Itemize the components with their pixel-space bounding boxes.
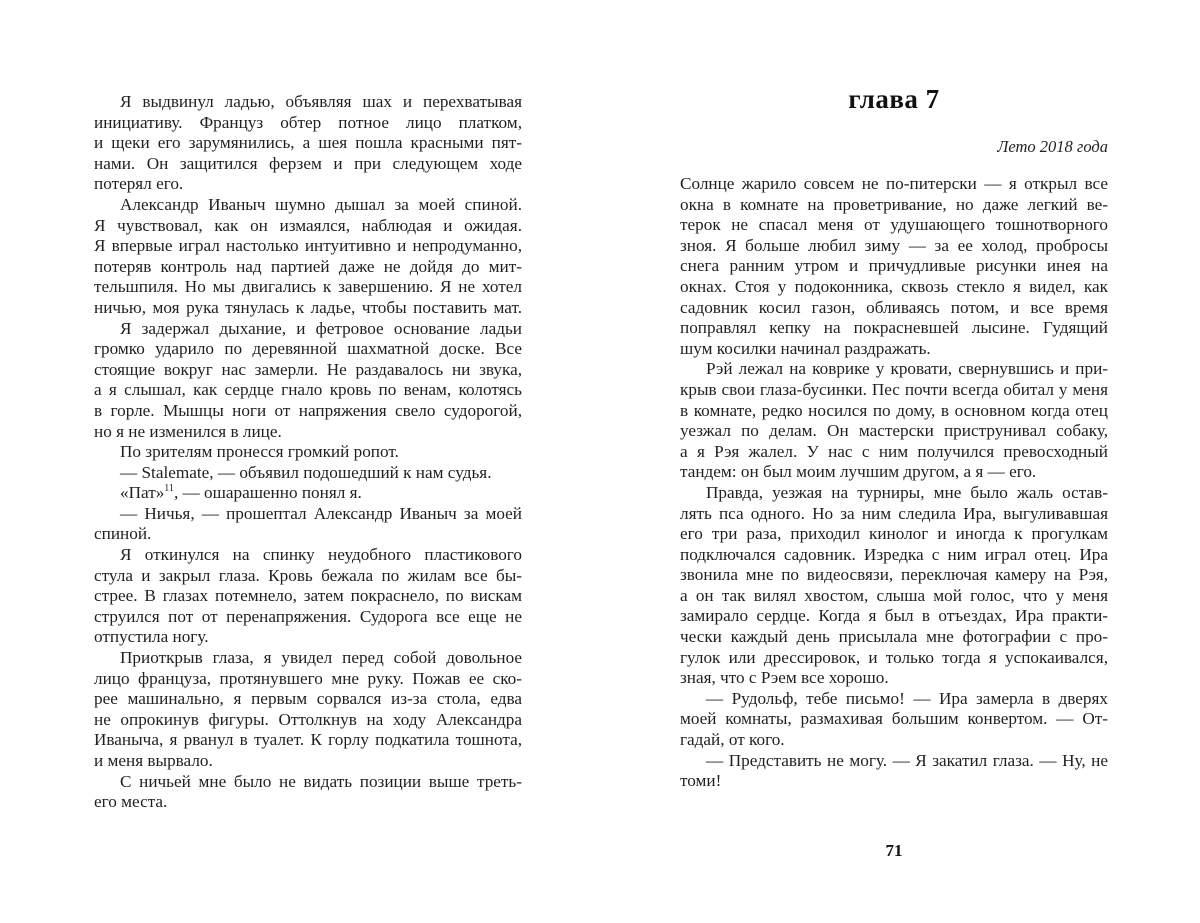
footnote-marker[interactable]: 11 — [164, 483, 174, 495]
text-line — [680, 442, 1108, 463]
text-line — [94, 154, 522, 175]
text-line-content: снега ранним утром и причудливые рисунки инея на — [680, 256, 1108, 276]
text-line — [680, 668, 1108, 689]
text-line-content: С ничьей мне было не видать позиции выше треть- — [120, 771, 522, 791]
text-line — [680, 421, 1108, 442]
text-line-content: его три раза, приходил кинолог и иногда к прогулкам — [680, 524, 1108, 544]
text-line — [94, 648, 522, 669]
text-line-content: рее машинально, я первым сорвался из-за стола, едва — [94, 689, 522, 709]
text-line-content: потерял его. — [94, 174, 184, 194]
text-line — [94, 772, 522, 793]
text-line — [94, 298, 522, 319]
text-line-content: стула и закрыл глаза. Кровь бежала по жилам все бы- — [94, 565, 522, 585]
text-line — [94, 339, 522, 360]
text-line-content: зноя. Я больше любил зиму — за ее холод, пробросы — [680, 235, 1108, 255]
text-line-content: и щеки его зарумянились, а шея пошла красными пят- — [94, 133, 522, 153]
text-line-content: — Представить не могу. — Я закатил глаза. — Ну, не — [706, 750, 1108, 770]
text-line — [94, 277, 522, 298]
text-line — [680, 730, 1108, 751]
text-line — [680, 339, 1108, 360]
text-line — [94, 463, 522, 484]
text-line — [680, 545, 1108, 566]
text-line — [94, 113, 522, 134]
text-line — [94, 92, 522, 113]
text-line-content: окнах. Стоя у подоконника, сквозь стекло я видел, как — [680, 276, 1108, 296]
text-line-content: но я не изменился в лице. — [94, 421, 282, 441]
text-line-content: шум косилки начинал раздражать. — [680, 338, 931, 358]
text-line-content: Солнце жарило совсем не по-питерски — я открыл все — [680, 174, 1108, 193]
text-line — [94, 174, 522, 195]
text-line-content: Правда, уезжая на турниры, мне было жаль остав- — [706, 482, 1108, 502]
text-line — [94, 607, 522, 628]
text-line-tail: , — ошарашенно понял я. — [173, 483, 362, 503]
text-line — [680, 298, 1108, 319]
text-line-content: нами. Он защитился ферзем и при следующем ходе — [94, 153, 522, 173]
text-line-content: инициативу. Француз обтер потное лицо платком, — [94, 112, 522, 132]
text-line — [94, 401, 522, 422]
text-line — [94, 730, 522, 751]
right-page-body-text — [680, 174, 1108, 792]
text-line — [680, 771, 1108, 792]
text-line — [680, 627, 1108, 648]
text-line — [680, 586, 1108, 607]
text-line — [94, 195, 522, 216]
text-line-content: поправлял кепку на покрасневшей лысине. Гудящий — [680, 318, 1108, 338]
text-line — [680, 256, 1108, 277]
text-line — [680, 606, 1108, 627]
text-line — [94, 360, 522, 381]
text-line-content: — Рудольф, тебе письмо! — Ира замерла в дверях — [706, 688, 1108, 708]
text-line — [94, 689, 522, 710]
text-line — [680, 359, 1108, 380]
text-line — [94, 257, 522, 278]
text-line-content: и меня вырвало. — [94, 751, 213, 770]
chapter-date-epigraph: Лето 2018 года — [997, 137, 1108, 156]
text-line — [94, 504, 522, 525]
text-line-content: садовник косил газон, обливаясь потом, и все время — [680, 297, 1108, 317]
text-line-content: лицо француза, протянувшего мне руку. Пожав ее ско- — [94, 668, 522, 688]
text-line — [94, 751, 522, 772]
text-line — [94, 586, 522, 607]
text-line — [680, 565, 1108, 586]
text-line — [94, 216, 522, 237]
text-line — [680, 689, 1108, 710]
text-line — [680, 318, 1108, 339]
text-line-content: тельшпиля. Но мы двигались к завершению. Я не хотел — [94, 277, 522, 297]
text-line-content: потеряв контроль над партией даже не дойдя до мит- — [94, 256, 522, 276]
text-line-content: Рэй лежал на коврике у кровати, свернувшись и при- — [706, 359, 1108, 379]
text-line — [680, 483, 1108, 504]
text-line — [680, 401, 1108, 422]
text-line-content: уезжал по делам. Он мастерски приструнивал собаку, — [680, 421, 1108, 441]
text-line-content: — Stalemate, — объявил подошедший к нам судья. — [120, 462, 492, 482]
text-line — [94, 669, 522, 690]
text-line — [94, 133, 522, 154]
text-line-content: чески каждый день присылала мне фотографии с про- — [680, 627, 1108, 647]
text-line — [680, 751, 1108, 772]
text-line — [680, 277, 1108, 298]
page-number: 71 — [885, 841, 903, 860]
text-line — [94, 442, 522, 463]
text-line — [94, 627, 522, 648]
text-line — [680, 380, 1108, 401]
text-line-content: Приоткрыв глаза, я увидел перед собой довольное — [120, 648, 522, 668]
text-line-content: а я Рэя жалел. У нас с ним получился превосходный — [680, 441, 1108, 461]
text-line-content: По зрителям пронесся громкий ропот. — [120, 442, 399, 462]
left-page — [94, 0, 522, 923]
text-line — [94, 319, 522, 340]
text-line-content: зная, что с Рэем все хорошо. — [680, 668, 889, 688]
text-line-content: Я чувствовал, как он измаялся, наблюдая и ожидая. — [94, 215, 522, 235]
text-line — [680, 174, 1108, 195]
text-line — [94, 566, 522, 587]
text-line-content: подключался садовник. Изредка с ним играл отец. Ира — [680, 544, 1108, 564]
text-line-content: громко ударило по деревянной шахматной доске. Все — [94, 339, 522, 359]
text-line-content: в комнате, редко носился по дому, в основном когда отец — [680, 400, 1108, 420]
text-line — [680, 648, 1108, 669]
text-line-content: а он так вилял хвостом, слыша мой голос, что у меня — [680, 585, 1108, 605]
text-line-content: а я слышал, как сердце гнало кровь по венам, колотясь — [94, 380, 522, 400]
text-line — [94, 524, 522, 545]
right-page — [680, 0, 1108, 923]
text-line-content: тандем: он был моим лучшим другом, а я — его. — [680, 462, 1037, 482]
text-line-content: Иваныча, я рванул в туалет. К горлу подкатила тошнота, — [94, 730, 522, 750]
text-line — [680, 195, 1108, 216]
text-line-content: стрее. В глазах потемнело, затем покраснело, по вискам — [94, 586, 522, 606]
text-line-content: в горле. Мышцы ноги от напряжения свело судорогой, — [94, 400, 522, 420]
text-line-content: спиной. — [94, 524, 152, 544]
text-line-content: ничью, моя рука тянулась к ладье, чтобы поставить мат. — [94, 297, 522, 317]
text-line-content: «Пат» — [120, 483, 165, 503]
text-line-content: гадай, от кого. — [680, 730, 785, 750]
text-line — [94, 380, 522, 401]
text-line-content: Я задержал дыхание, и фетровое основание ладьи — [120, 318, 522, 338]
chapter-title: глава 7 — [848, 84, 940, 114]
text-line — [680, 215, 1108, 236]
text-line-content: стоящие вокруг нас замерли. Не раздавалось ни звука, — [94, 359, 522, 379]
text-line-content: окна в комнате на проветривание, но даже легкий ве- — [680, 194, 1108, 214]
text-line — [680, 709, 1108, 730]
text-line-content: Я выдвинул ладью, объявляя шах и перехватывая — [120, 92, 522, 111]
text-line-content: — Ничья, — прошептал Александр Иваныч за моей — [120, 503, 522, 523]
text-line — [94, 422, 522, 443]
text-line-content: отпустила ногу. — [94, 627, 209, 647]
text-line-content: звонила мне по видеосвязи, переключая камеру на Рэя, — [680, 565, 1108, 585]
text-line-content: Я откинулся на спинку неудобного пластикового — [120, 545, 522, 565]
text-line — [94, 483, 522, 504]
text-line-content: Я впервые играл настолько интуитивно и непродуманно, — [94, 236, 522, 256]
text-line-content: струился пот от перенапряжения. Судорога все еще не — [94, 606, 522, 626]
text-line-content: лять пса одного. Но за ним следила Ира, выгуливавшая — [680, 503, 1108, 523]
text-line-content: крыв свои глаза-бусинки. Пес почти всегда обитал у меня — [680, 379, 1108, 399]
text-line — [680, 524, 1108, 545]
text-line — [94, 545, 522, 566]
text-line-content: терок не спасал меня от удушающего тошнотворного — [680, 215, 1108, 235]
text-line-content: томи! — [680, 771, 722, 791]
text-line — [680, 236, 1108, 257]
text-line-content: его места. — [94, 792, 168, 812]
text-line-content: Александр Иваныч шумно дышал за моей спиной. — [120, 194, 522, 214]
text-line-content: моей комнаты, размахивая большим конвертом. — От- — [680, 709, 1108, 729]
text-line — [94, 792, 522, 813]
text-line — [94, 710, 522, 731]
text-line-content: гулок или дрессировок, и только тогда я успокаивался, — [680, 647, 1108, 667]
text-line — [94, 236, 522, 257]
text-line-content: не опрокинув фигуры. Оттолкнув на ходу Александра — [94, 709, 522, 729]
text-line-content: замирало сердце. Когда я был в отъездах, Ира практи- — [680, 606, 1108, 626]
text-line — [680, 504, 1108, 525]
left-page-body-text — [94, 92, 522, 813]
text-line — [680, 462, 1108, 483]
